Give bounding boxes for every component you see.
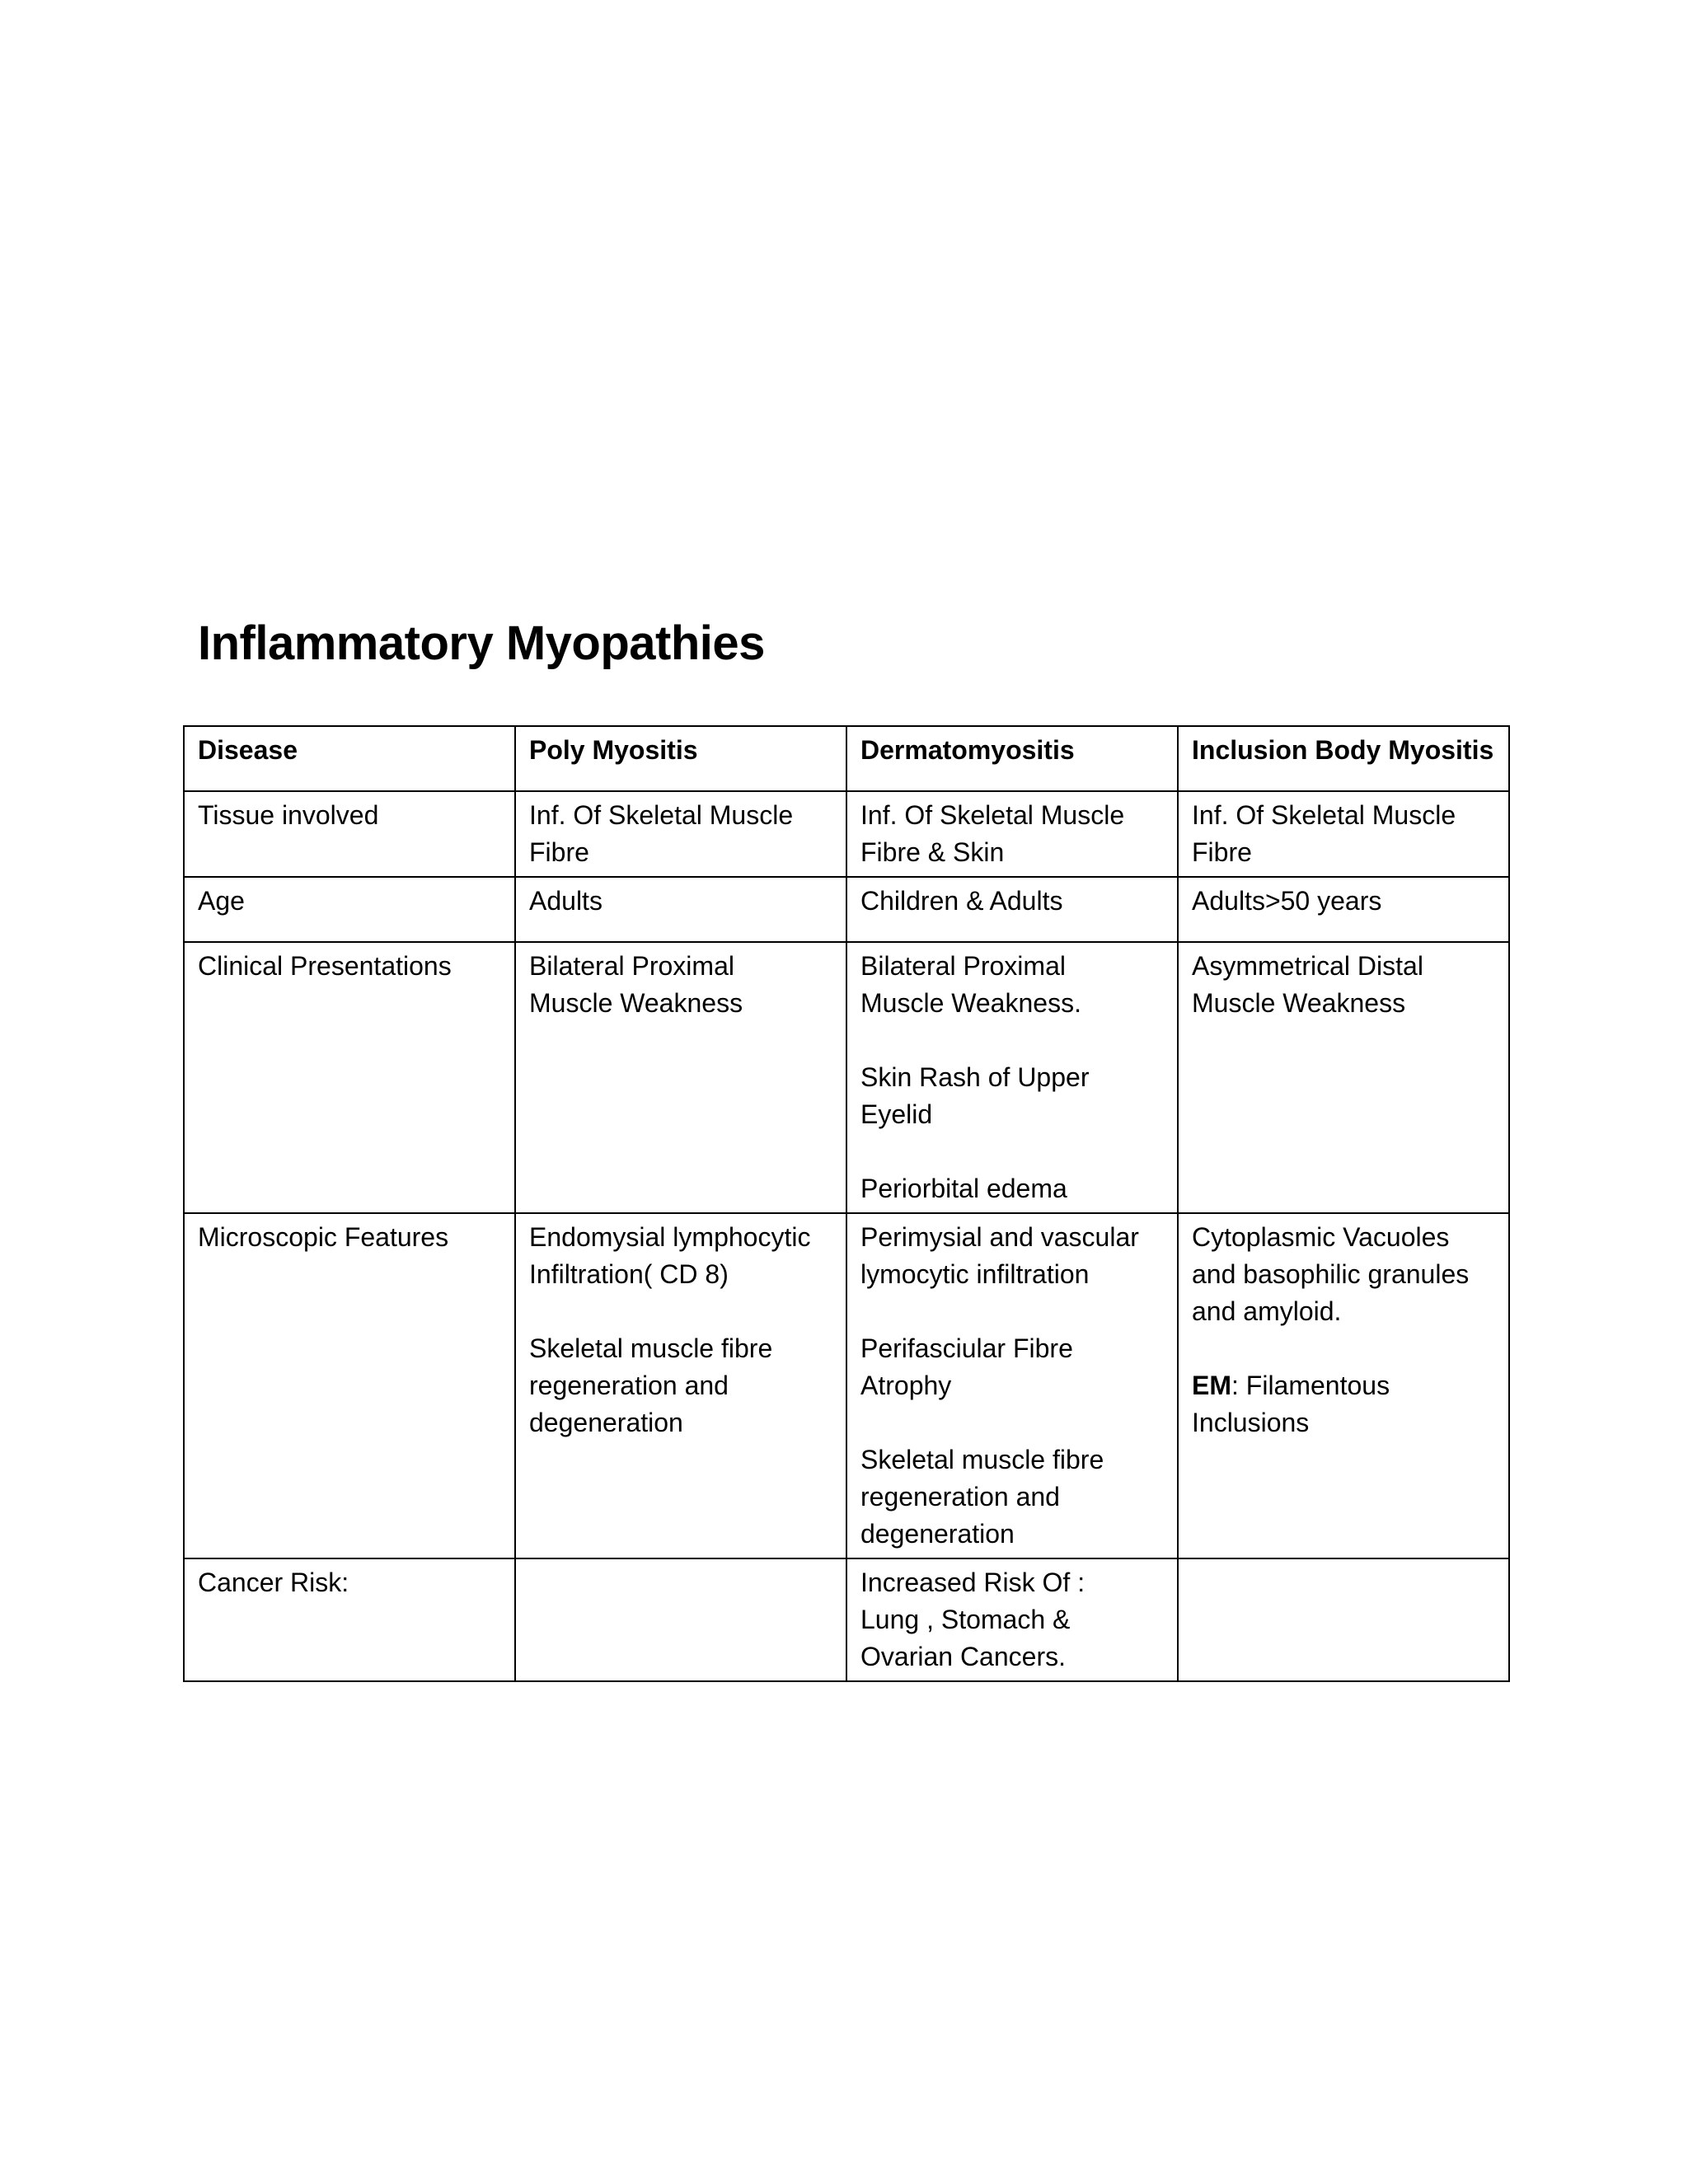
cell-line: Muscle Weakness xyxy=(529,988,743,1018)
cell-line: Perifasciular Fibre xyxy=(860,1333,1073,1363)
cell-cancer-ibm xyxy=(1178,1558,1509,1681)
header-poly-myositis: Poly Myositis xyxy=(515,726,846,791)
cell-line: regeneration and xyxy=(860,1482,1060,1511)
cell-tissue-derm xyxy=(846,791,1178,877)
myopathies-table xyxy=(183,725,1510,1682)
cell-age-derm: Children & Adults xyxy=(846,877,1178,942)
cell-tissue-poly xyxy=(515,791,846,877)
cell-age-poly: Adults xyxy=(515,877,846,942)
cell-line: Fibre xyxy=(529,837,589,867)
cell-line: Lung , Stomach & xyxy=(860,1605,1071,1634)
cell-line: Atrophy xyxy=(860,1371,952,1400)
cell-clinical-ibm xyxy=(1178,942,1509,1213)
paragraph-gap xyxy=(860,1404,1164,1441)
cell-line: Endomysial lymphocytic xyxy=(529,1222,811,1252)
cell-line: Bilateral Proximal xyxy=(860,951,1066,981)
em-text: : Filamentous xyxy=(1231,1371,1390,1400)
cell-line: lymocytic infiltration xyxy=(860,1259,1090,1289)
cell-line: Skeletal muscle fibre xyxy=(860,1445,1104,1474)
cell-line: Eyelid xyxy=(860,1099,933,1129)
cell-micro-poly xyxy=(515,1213,846,1558)
cell-tissue-ibm xyxy=(1178,791,1509,877)
cell-clinical-label: Clinical Presentations xyxy=(184,942,515,1213)
table-row-tissue xyxy=(184,791,1509,877)
cell-line: Inf. Of Skeletal Muscle xyxy=(1192,800,1456,830)
cell-clinical-derm xyxy=(846,942,1178,1213)
cell-line: regeneration and xyxy=(529,1371,729,1400)
cell-age-label: Age xyxy=(184,877,515,942)
cell-line: Fibre xyxy=(1192,837,1252,867)
cell-line: Fibre & Skin xyxy=(860,837,1005,867)
table-row-cancer-risk xyxy=(184,1558,1509,1681)
cell-tissue-label: Tissue involved xyxy=(184,791,515,877)
cell-line: Skin Rash of Upper xyxy=(860,1062,1090,1092)
table-row-age xyxy=(184,877,1509,942)
cell-line: Inf. Of Skeletal Muscle xyxy=(860,800,1125,830)
cell-line: Periorbital edema xyxy=(860,1174,1067,1203)
page-title: Inflammatory Myopathies xyxy=(198,616,765,670)
cell-clinical-poly xyxy=(515,942,846,1213)
paragraph-gap xyxy=(860,1133,1164,1170)
header-disease: Disease xyxy=(184,726,515,791)
cell-line: Skeletal muscle fibre xyxy=(529,1333,773,1363)
paragraph-gap xyxy=(860,1022,1164,1059)
cell-cancer-poly xyxy=(515,1558,846,1681)
cell-line: Increased Risk Of : xyxy=(860,1568,1085,1597)
cell-line: Muscle Weakness. xyxy=(860,988,1081,1018)
cell-line: Ovarian Cancers. xyxy=(860,1642,1066,1671)
table-row-clinical xyxy=(184,942,1509,1213)
cell-line: Bilateral Proximal xyxy=(529,951,734,981)
em-label: EM xyxy=(1192,1371,1231,1400)
paragraph-gap xyxy=(860,1293,1164,1330)
cell-line: degeneration xyxy=(860,1519,1015,1549)
table-row-microscopic xyxy=(184,1213,1509,1558)
paragraph-gap xyxy=(1192,1330,1495,1367)
header-dermatomyositis: Dermatomyositis xyxy=(846,726,1178,791)
table-header-row xyxy=(184,726,1509,791)
cell-micro-label: Microscopic Features xyxy=(184,1213,515,1558)
header-inclusion-body-myositis: Inclusion Body Myositis xyxy=(1178,726,1509,791)
em-line xyxy=(1192,1367,1495,1404)
cell-line: Asymmetrical Distal xyxy=(1192,951,1423,981)
cell-line: and basophilic granules xyxy=(1192,1259,1470,1289)
cell-cancer-derm xyxy=(846,1558,1178,1681)
cell-line: Perimysial and vascular xyxy=(860,1222,1139,1252)
cell-line: degeneration xyxy=(529,1408,683,1437)
cell-line: Inf. Of Skeletal Muscle xyxy=(529,800,794,830)
cell-line: Muscle Weakness xyxy=(1192,988,1406,1018)
cell-line: and amyloid. xyxy=(1192,1296,1342,1326)
cell-micro-ibm xyxy=(1178,1213,1509,1558)
cell-micro-derm xyxy=(846,1213,1178,1558)
cell-cancer-label: Cancer Risk: xyxy=(184,1558,515,1681)
cell-line: Infiltration( CD 8) xyxy=(529,1259,729,1289)
cell-line: Cytoplasmic Vacuoles xyxy=(1192,1222,1450,1252)
cell-age-ibm: Adults>50 years xyxy=(1178,877,1509,942)
paragraph-gap xyxy=(529,1293,832,1330)
cell-line: Inclusions xyxy=(1192,1408,1310,1437)
